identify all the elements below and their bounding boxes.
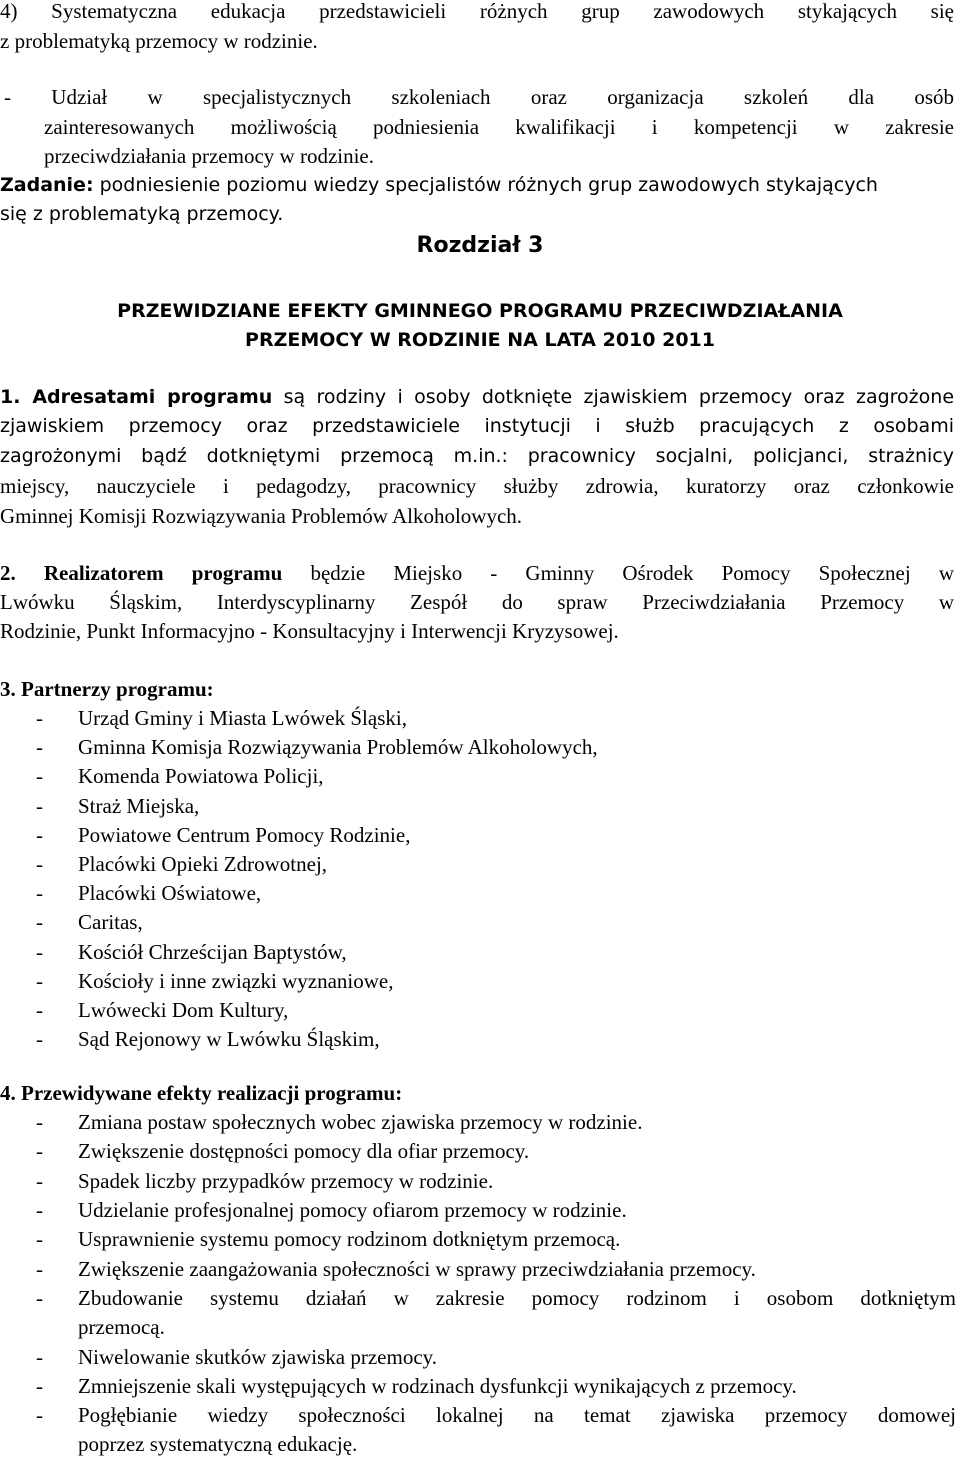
list-dash: - [36, 706, 43, 730]
list-dash: - [36, 968, 43, 993]
effects-item-text: Zmniejszenie skali występujących w rodzinach dysfunkcji wynikających z przemocy. [78, 1374, 797, 1398]
list-dash: - [36, 1227, 43, 1252]
effects-item-text: Zwiększenie zaangażowania społeczności w sprawy przeciwdziałania przemocy. [78, 1256, 756, 1281]
p1-line2: zjawiskiem przemocy oraz przedstawiciele instytucji i służb pracujących z osobami [0, 415, 954, 437]
p2-line1 [0, 558, 954, 588]
p2-text: będzie Miejsko - Gminny Ośrodek Pomocy Społecznej w [282, 561, 954, 585]
effects-item [36, 1195, 627, 1225]
partner-item [36, 966, 394, 996]
task-text: podniesienie poziomu wiedzy specjalistów różnych grup zawodowych stykających [93, 174, 878, 196]
list-dash: - [36, 1403, 43, 1427]
partner-item [36, 995, 288, 1025]
effects-item-text: Usprawnienie systemu pomocy rodzinom dotkniętym przemocą. [78, 1227, 621, 1252]
p1-line1 [0, 382, 954, 412]
list-dash: - [36, 998, 43, 1022]
effects-item [36, 1400, 956, 1430]
list-dash: - [36, 735, 43, 760]
partner-item [36, 907, 143, 937]
p4-heading: 4. Przewidywane efekty realizacji programu: [0, 1081, 403, 1105]
partner-item-text: Kościoły i inne związki wyznaniowe, [78, 968, 394, 993]
p2-line2: Lwówku Śląskim, Interdyscyplinarny Zespół do spraw Przeciwdziałania Przemocy w [0, 590, 954, 614]
section4-body-line3: przeciwdziałania przemocy w rodzinie. [44, 144, 375, 168]
partner-item-text: Komenda Powiatowa Policji, [78, 764, 324, 789]
list-dash: - [36, 1374, 43, 1398]
list-dash: - [36, 939, 43, 964]
partner-item [36, 849, 327, 879]
effects-item-continuation: poprzez systematyczną edukację. [78, 1432, 358, 1456]
p2-line3: Rodzinie, Punkt Informacyjno - Konsultacyjny i Interwencji Kryzysowej. [0, 619, 619, 643]
effects-item [36, 1254, 756, 1284]
partner-item [36, 937, 347, 967]
p3-heading: 3. Partnerzy programu: [0, 677, 214, 701]
list-dash: - [36, 793, 43, 818]
list-dash: - [36, 764, 43, 789]
section4-body-line1: - Udział w specjalistycznych szkoleniach oraz organizacja szkoleń dla osób [4, 85, 954, 109]
effects-item [36, 1107, 642, 1137]
partner-item-text: Gminna Komisja Rozwiązywania Problemów Alkoholowych, [78, 735, 598, 760]
p1-lead: 1. Adresatami programu [0, 386, 273, 408]
list-dash: - [36, 1256, 43, 1281]
partner-item [36, 732, 598, 762]
partner-item-text: Lwówecki Dom Kultury, [78, 998, 289, 1022]
effects-item-text: Zwiększenie dostępności pomocy dla ofiar przemocy. [78, 1139, 530, 1164]
task-label: Zadanie: [0, 174, 94, 196]
partner-item-text: Caritas, [78, 910, 143, 935]
list-dash: - [36, 881, 43, 906]
section4-heading-line2: z problematyką przemocy w rodzinie. [0, 29, 318, 53]
effects-item [36, 1224, 620, 1254]
effects-item-text: Pogłębianie wiedzy społeczności lokalnej na temat zjawiska przemocy domowej [78, 1403, 956, 1427]
effects-item [36, 1136, 529, 1166]
effects-item [36, 1283, 956, 1313]
list-dash: - [36, 1197, 43, 1222]
effects-item-text: Udzielanie profesjonalnej pomocy ofiarom przemocy w rodzinie. [78, 1197, 627, 1222]
list-dash: - [36, 1168, 43, 1193]
section4-heading-line1: 4) Systematyczna edukacja przedstawicieli różnych grup zawodowych stykających się [0, 0, 954, 23]
p1-line4: miejscy, nauczyciele i pedagodzy, pracownicy służby zdrowia, kuratorzy oraz członkowie [0, 474, 954, 498]
effects-item-text: Niwelowanie skutków zjawiska przemocy. [78, 1345, 438, 1369]
p2-lead: Realizatorem programu [15, 561, 283, 585]
partner-item [36, 761, 324, 791]
effects-item-text: Zmiana postaw społecznych wobec zjawiska przemocy w rodzinie. [78, 1110, 643, 1134]
partner-item-text: Sąd Rejonowy w Lwówku Śląskim, [78, 1027, 380, 1052]
chapter-label: Rozdział 3 [416, 233, 544, 258]
effects-item [36, 1342, 437, 1372]
partner-item [36, 791, 199, 821]
chapter-title-line2: PRZEMOCY W RODZINIE NA LATA 2010 2011 [245, 329, 715, 351]
effects-item-text: Spadek liczby przypadków przemocy w rodzinie. [78, 1168, 494, 1193]
list-dash: - [36, 1345, 43, 1369]
partner-item-text: Placówki Opieki Zdrowotnej, [78, 852, 328, 876]
effects-item-continuation: przemocą. [78, 1315, 165, 1339]
effects-item [36, 1166, 493, 1196]
p1-line5: Gminnej Komisji Rozwiązywania Problemów Alkoholowych. [0, 504, 523, 528]
task-line1 [0, 170, 960, 200]
chapter-title-line1: PRZEWIDZIANE EFEKTY GMINNEGO PROGRAMU PRZECIWDZIAŁANIA [117, 300, 843, 322]
p1-line3: zagrożonymi bądź dotkniętymi przemocą m.in.: pracownicy socjalni, policjanci, strażnicy [0, 445, 954, 467]
p1-text: są rodziny i osoby dotknięte zjawiskiem przemocy oraz zagrożone [272, 386, 955, 408]
effects-item [36, 1371, 797, 1401]
partner-item-text: Placówki Oświatowe, [78, 881, 262, 906]
list-dash: - [36, 1110, 43, 1134]
partner-item-text: Urząd Gminy i Miasta Lwówek Śląski, [78, 706, 407, 730]
list-dash: - [36, 1027, 43, 1052]
list-dash: - [36, 822, 43, 847]
p2-num: 2. [0, 561, 16, 585]
list-dash: - [36, 910, 43, 935]
section4-body-line2: zainteresowanych możliwością podniesienia kwalifikacji i kompetencji w zakresie [44, 115, 954, 139]
partner-item-text: Powiatowe Centrum Pomocy Rodzinie, [78, 822, 411, 847]
list-dash: - [36, 1286, 43, 1310]
partner-item [36, 820, 410, 850]
partner-item [36, 703, 407, 733]
partner-item [36, 878, 261, 908]
partner-item [36, 1024, 380, 1054]
task-line2: się z problematyką przemocy. [0, 203, 284, 225]
partner-item-text: Kościół Chrześcijan Baptystów, [78, 939, 347, 964]
list-dash: - [36, 852, 43, 876]
effects-item-text: Zbudowanie systemu działań w zakresie pomocy rodzinom i osobom dotkniętym [78, 1286, 956, 1310]
list-dash: - [36, 1139, 43, 1164]
partner-item-text: Straż Miejska, [78, 793, 200, 818]
